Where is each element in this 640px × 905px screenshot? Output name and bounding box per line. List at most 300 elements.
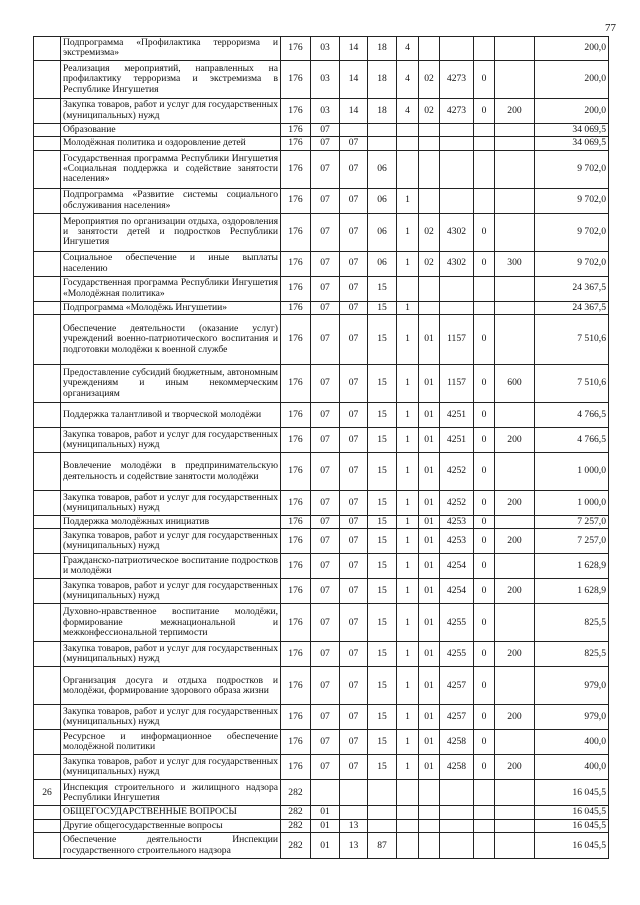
row-index-cell <box>34 365 61 403</box>
row-index-cell <box>34 730 61 755</box>
expense-type-code-cell <box>495 806 535 819</box>
admin-code-cell: 176 <box>281 604 311 642</box>
event-code-cell: 01 <box>419 315 440 365</box>
subprogram-code-cell <box>397 819 419 832</box>
admin-code-cell: 282 <box>281 819 311 832</box>
admin-code-cell: 176 <box>281 491 311 516</box>
subsection-code-cell: 07 <box>340 137 368 150</box>
amount-cell: 200,0 <box>535 60 609 98</box>
suffix-code-cell: 0 <box>474 213 495 251</box>
direction-code-cell <box>440 37 474 61</box>
amount-cell: 34 069,5 <box>535 123 609 136</box>
subprogram-code-cell: 1 <box>397 251 419 276</box>
event-code-cell <box>419 806 440 819</box>
amount-cell: 1 628,9 <box>535 554 609 579</box>
program-code-cell: 15 <box>368 315 397 365</box>
expense-type-code-cell <box>495 453 535 491</box>
amount-cell: 200,0 <box>535 37 609 61</box>
row-index-cell <box>34 453 61 491</box>
suffix-code-cell <box>474 150 495 188</box>
table-row <box>34 137 609 150</box>
section-code-cell: 07 <box>311 579 340 604</box>
suffix-code-cell <box>474 780 495 806</box>
admin-code-cell: 176 <box>281 98 311 123</box>
expense-type-code-cell <box>495 276 535 301</box>
table-row <box>34 123 609 136</box>
direction-code-cell: 4273 <box>440 60 474 98</box>
event-code-cell: 02 <box>419 60 440 98</box>
suffix-code-cell: 0 <box>474 60 495 98</box>
suffix-code-cell: 0 <box>474 453 495 491</box>
table-row <box>34 529 609 554</box>
expense-type-code-cell: 200 <box>495 705 535 730</box>
amount-cell: 825,5 <box>535 642 609 667</box>
row-index-cell <box>34 554 61 579</box>
row-index-cell <box>34 516 61 529</box>
row-index-cell <box>34 705 61 730</box>
section-code-cell: 07 <box>311 213 340 251</box>
subsection-code-cell: 07 <box>340 755 368 780</box>
section-code-cell: 07 <box>311 516 340 529</box>
row-index-cell <box>34 579 61 604</box>
expense-type-code-cell <box>495 403 535 428</box>
event-code-cell: 01 <box>419 491 440 516</box>
section-code-cell: 07 <box>311 276 340 301</box>
event-code-cell: 01 <box>419 579 440 604</box>
table-row <box>34 667 609 705</box>
subsection-code-cell: 07 <box>340 188 368 213</box>
subprogram-code-cell <box>397 833 419 859</box>
item-name-cell: Инспекция строительного и жилищного надзора Республики Ингушетия <box>61 780 281 806</box>
event-code-cell: 02 <box>419 251 440 276</box>
subprogram-code-cell: 1 <box>397 705 419 730</box>
item-name-cell: Организация досуга и отдыха подростков и молодёжи, формирование здорового образа жизни <box>61 667 281 705</box>
program-code-cell: 15 <box>368 705 397 730</box>
program-code-cell: 15 <box>368 554 397 579</box>
event-code-cell: 01 <box>419 755 440 780</box>
table-row <box>34 150 609 188</box>
suffix-code-cell <box>474 806 495 819</box>
event-code-cell: 01 <box>419 554 440 579</box>
direction-code-cell: 4302 <box>440 251 474 276</box>
row-index-cell <box>34 667 61 705</box>
table-row <box>34 819 609 832</box>
table-row <box>34 642 609 667</box>
amount-cell: 16 045,5 <box>535 833 609 859</box>
item-name-cell: Поддержка талантливой и творческой молодёжи <box>61 403 281 428</box>
subprogram-code-cell <box>397 806 419 819</box>
item-name-cell: Государственная программа Республики Ингушетия «Молодёжная политика» <box>61 276 281 301</box>
item-name-cell: Ресурсное и информационное обеспечение молодёжной политики <box>61 730 281 755</box>
subsection-code-cell: 07 <box>340 705 368 730</box>
expense-type-code-cell <box>495 833 535 859</box>
suffix-code-cell: 0 <box>474 516 495 529</box>
direction-code-cell <box>440 301 474 314</box>
section-code-cell: 07 <box>311 301 340 314</box>
suffix-code-cell <box>474 276 495 301</box>
direction-code-cell <box>440 806 474 819</box>
section-code-cell: 07 <box>311 529 340 554</box>
suffix-code-cell <box>474 833 495 859</box>
suffix-code-cell <box>474 188 495 213</box>
direction-code-cell: 1157 <box>440 365 474 403</box>
expense-type-code-cell <box>495 60 535 98</box>
item-name-cell: Поддержка молодёжных инициатив <box>61 516 281 529</box>
direction-code-cell <box>440 276 474 301</box>
subprogram-code-cell: 1 <box>397 579 419 604</box>
subprogram-code-cell <box>397 123 419 136</box>
section-code-cell: 01 <box>311 833 340 859</box>
expense-type-code-cell <box>495 188 535 213</box>
item-name-cell: Социальное обеспечение и иные выплаты населению <box>61 251 281 276</box>
table-row <box>34 491 609 516</box>
expense-type-code-cell: 200 <box>495 491 535 516</box>
suffix-code-cell: 0 <box>474 604 495 642</box>
row-index-cell <box>34 301 61 314</box>
program-code-cell: 15 <box>368 730 397 755</box>
item-name-cell: Закупка товаров, работ и услуг для государственных (муниципальных) нужд <box>61 755 281 780</box>
admin-code-cell: 176 <box>281 315 311 365</box>
suffix-code-cell: 0 <box>474 315 495 365</box>
expense-type-code-cell: 200 <box>495 755 535 780</box>
subsection-code-cell <box>340 123 368 136</box>
suffix-code-cell: 0 <box>474 642 495 667</box>
section-code-cell: 07 <box>311 123 340 136</box>
section-code-cell: 01 <box>311 819 340 832</box>
event-code-cell <box>419 150 440 188</box>
item-name-cell: ОБЩЕГОСУДАРСТВЕННЫЕ ВОПРОСЫ <box>61 806 281 819</box>
amount-cell: 7 257,0 <box>535 516 609 529</box>
event-code-cell: 01 <box>419 529 440 554</box>
table-row <box>34 780 609 806</box>
row-index-cell <box>34 60 61 98</box>
admin-code-cell: 176 <box>281 428 311 453</box>
program-code-cell: 15 <box>368 453 397 491</box>
admin-code-cell: 176 <box>281 213 311 251</box>
direction-code-cell <box>440 123 474 136</box>
admin-code-cell: 176 <box>281 705 311 730</box>
row-index-cell <box>34 251 61 276</box>
expense-type-code-cell: 200 <box>495 529 535 554</box>
event-code-cell <box>419 819 440 832</box>
suffix-code-cell <box>474 301 495 314</box>
expense-type-code-cell <box>495 554 535 579</box>
table-row <box>34 98 609 123</box>
suffix-code-cell: 0 <box>474 365 495 403</box>
suffix-code-cell: 0 <box>474 251 495 276</box>
subsection-code-cell: 07 <box>340 604 368 642</box>
expense-type-code-cell: 200 <box>495 579 535 604</box>
section-code-cell: 07 <box>311 705 340 730</box>
table-row <box>34 37 609 61</box>
admin-code-cell: 176 <box>281 453 311 491</box>
event-code-cell: 01 <box>419 604 440 642</box>
program-code-cell: 15 <box>368 642 397 667</box>
expense-type-code-cell <box>495 516 535 529</box>
section-code-cell: 07 <box>311 150 340 188</box>
row-index-cell: 26 <box>34 780 61 806</box>
item-name-cell: Закупка товаров, работ и услуг для государственных (муниципальных) нужд <box>61 529 281 554</box>
suffix-code-cell: 0 <box>474 579 495 604</box>
row-index-cell <box>34 806 61 819</box>
subprogram-code-cell: 1 <box>397 428 419 453</box>
direction-code-cell <box>440 780 474 806</box>
subprogram-code-cell: 1 <box>397 301 419 314</box>
item-name-cell: Обеспечение деятельности Инспекции государственного строительного надзора <box>61 833 281 859</box>
program-code-cell: 15 <box>368 604 397 642</box>
item-name-cell: Закупка товаров, работ и услуг для государственных (муниципальных) нужд <box>61 428 281 453</box>
amount-cell: 7 510,6 <box>535 365 609 403</box>
program-code-cell: 15 <box>368 428 397 453</box>
direction-code-cell: 4254 <box>440 579 474 604</box>
page-number: 77 <box>605 22 616 34</box>
suffix-code-cell <box>474 37 495 61</box>
subsection-code-cell: 07 <box>340 554 368 579</box>
direction-code-cell <box>440 819 474 832</box>
subprogram-code-cell: 4 <box>397 60 419 98</box>
program-code-cell <box>368 806 397 819</box>
row-index-cell <box>34 123 61 136</box>
section-code-cell: 01 <box>311 806 340 819</box>
admin-code-cell: 176 <box>281 251 311 276</box>
subprogram-code-cell: 1 <box>397 315 419 365</box>
program-code-cell <box>368 123 397 136</box>
item-name-cell: Образование <box>61 123 281 136</box>
table-row <box>34 251 609 276</box>
table-row <box>34 554 609 579</box>
table-row <box>34 579 609 604</box>
program-code-cell: 15 <box>368 491 397 516</box>
item-name-cell: Закупка товаров, работ и услуг для государственных (муниципальных) нужд <box>61 705 281 730</box>
section-code-cell: 07 <box>311 730 340 755</box>
expense-type-code-cell <box>495 150 535 188</box>
direction-code-cell: 4252 <box>440 491 474 516</box>
suffix-code-cell: 0 <box>474 491 495 516</box>
subprogram-code-cell: 1 <box>397 188 419 213</box>
section-code-cell: 07 <box>311 667 340 705</box>
budget-table-body <box>34 37 609 859</box>
table-row <box>34 516 609 529</box>
section-code-cell: 03 <box>311 98 340 123</box>
section-code-cell: 07 <box>311 251 340 276</box>
admin-code-cell: 176 <box>281 137 311 150</box>
amount-cell: 9 702,0 <box>535 251 609 276</box>
amount-cell: 7 510,6 <box>535 315 609 365</box>
direction-code-cell: 4302 <box>440 213 474 251</box>
subsection-code-cell: 07 <box>340 642 368 667</box>
amount-cell: 1 000,0 <box>535 453 609 491</box>
admin-code-cell: 176 <box>281 150 311 188</box>
row-index-cell <box>34 276 61 301</box>
subprogram-code-cell <box>397 780 419 806</box>
section-code-cell: 07 <box>311 137 340 150</box>
item-name-cell: Обеспечение деятельности (оказание услуг) учреждений военно-патриотического воспитания и подготовки молодёжи к военной службе <box>61 315 281 365</box>
item-name-cell: Мероприятия по организации отдыха, оздоровления и занятости детей и подростков Республики Ингушетия <box>61 213 281 251</box>
subsection-code-cell: 07 <box>340 516 368 529</box>
section-code-cell: 07 <box>311 554 340 579</box>
amount-cell: 16 045,5 <box>535 819 609 832</box>
program-code-cell: 18 <box>368 98 397 123</box>
section-code-cell <box>311 780 340 806</box>
admin-code-cell: 176 <box>281 123 311 136</box>
event-code-cell: 01 <box>419 705 440 730</box>
event-code-cell: 01 <box>419 428 440 453</box>
expense-type-code-cell <box>495 315 535 365</box>
row-index-cell <box>34 403 61 428</box>
subsection-code-cell: 07 <box>340 276 368 301</box>
section-code-cell: 07 <box>311 604 340 642</box>
section-code-cell: 07 <box>311 755 340 780</box>
event-code-cell: 01 <box>419 730 440 755</box>
table-row <box>34 213 609 251</box>
row-index-cell <box>34 819 61 832</box>
event-code-cell <box>419 123 440 136</box>
item-name-cell: Подпрограмма «Развитие системы социального обслуживания населения» <box>61 188 281 213</box>
direction-code-cell <box>440 137 474 150</box>
row-index-cell <box>34 188 61 213</box>
suffix-code-cell: 0 <box>474 730 495 755</box>
direction-code-cell <box>440 188 474 213</box>
budget-table <box>33 36 609 859</box>
row-index-cell <box>34 604 61 642</box>
program-code-cell: 15 <box>368 529 397 554</box>
amount-cell: 400,0 <box>535 755 609 780</box>
program-code-cell <box>368 780 397 806</box>
direction-code-cell: 4257 <box>440 705 474 730</box>
amount-cell: 200,0 <box>535 98 609 123</box>
direction-code-cell: 4257 <box>440 667 474 705</box>
subsection-code-cell: 07 <box>340 213 368 251</box>
row-index-cell <box>34 213 61 251</box>
program-code-cell: 06 <box>368 150 397 188</box>
admin-code-cell: 176 <box>281 579 311 604</box>
table-row <box>34 730 609 755</box>
subprogram-code-cell: 1 <box>397 529 419 554</box>
amount-cell: 4 766,5 <box>535 428 609 453</box>
subprogram-code-cell: 1 <box>397 755 419 780</box>
expense-type-code-cell <box>495 213 535 251</box>
amount-cell: 400,0 <box>535 730 609 755</box>
subprogram-code-cell: 1 <box>397 403 419 428</box>
subprogram-code-cell: 1 <box>397 730 419 755</box>
suffix-code-cell <box>474 137 495 150</box>
direction-code-cell: 4252 <box>440 453 474 491</box>
admin-code-cell: 176 <box>281 516 311 529</box>
admin-code-cell: 176 <box>281 529 311 554</box>
admin-code-cell: 176 <box>281 276 311 301</box>
admin-code-cell: 176 <box>281 554 311 579</box>
program-code-cell: 15 <box>368 276 397 301</box>
table-row <box>34 833 609 859</box>
direction-code-cell: 4255 <box>440 642 474 667</box>
subprogram-code-cell <box>397 276 419 301</box>
program-code-cell: 15 <box>368 301 397 314</box>
section-code-cell: 03 <box>311 60 340 98</box>
expense-type-code-cell: 600 <box>495 365 535 403</box>
row-index-cell <box>34 428 61 453</box>
direction-code-cell: 4251 <box>440 403 474 428</box>
amount-cell: 9 702,0 <box>535 150 609 188</box>
table-row <box>34 301 609 314</box>
program-code-cell: 15 <box>368 579 397 604</box>
direction-code-cell: 4255 <box>440 604 474 642</box>
event-code-cell <box>419 188 440 213</box>
admin-code-cell: 176 <box>281 403 311 428</box>
subprogram-code-cell: 1 <box>397 554 419 579</box>
subsection-code-cell: 07 <box>340 579 368 604</box>
expense-type-code-cell <box>495 301 535 314</box>
subprogram-code-cell: 1 <box>397 604 419 642</box>
item-name-cell: Государственная программа Республики Ингушетия «Социальная поддержка и содействие занятости населения» <box>61 150 281 188</box>
program-code-cell: 15 <box>368 403 397 428</box>
section-code-cell: 07 <box>311 642 340 667</box>
program-code-cell <box>368 137 397 150</box>
item-name-cell: Молодёжная политика и оздоровление детей <box>61 137 281 150</box>
suffix-code-cell: 0 <box>474 98 495 123</box>
table-row <box>34 428 609 453</box>
suffix-code-cell: 0 <box>474 529 495 554</box>
admin-code-cell: 176 <box>281 365 311 403</box>
direction-code-cell: 4251 <box>440 428 474 453</box>
admin-code-cell: 282 <box>281 780 311 806</box>
amount-cell: 24 367,5 <box>535 301 609 314</box>
admin-code-cell: 176 <box>281 37 311 61</box>
section-code-cell: 03 <box>311 37 340 61</box>
amount-cell: 4 766,5 <box>535 403 609 428</box>
section-code-cell: 07 <box>311 491 340 516</box>
table-row <box>34 604 609 642</box>
section-code-cell: 07 <box>311 453 340 491</box>
subprogram-code-cell: 1 <box>397 516 419 529</box>
expense-type-code-cell <box>495 819 535 832</box>
expense-type-code-cell: 300 <box>495 251 535 276</box>
expense-type-code-cell: 200 <box>495 642 535 667</box>
program-code-cell: 06 <box>368 213 397 251</box>
direction-code-cell: 4258 <box>440 755 474 780</box>
row-index-cell <box>34 137 61 150</box>
table-row <box>34 755 609 780</box>
row-index-cell <box>34 37 61 61</box>
subprogram-code-cell: 1 <box>397 365 419 403</box>
row-index-cell <box>34 833 61 859</box>
row-index-cell <box>34 491 61 516</box>
subsection-code-cell: 14 <box>340 60 368 98</box>
suffix-code-cell: 0 <box>474 554 495 579</box>
program-code-cell: 15 <box>368 516 397 529</box>
event-code-cell <box>419 37 440 61</box>
program-code-cell: 15 <box>368 365 397 403</box>
program-code-cell: 87 <box>368 833 397 859</box>
subprogram-code-cell: 4 <box>397 37 419 61</box>
program-code-cell <box>368 819 397 832</box>
direction-code-cell: 4254 <box>440 554 474 579</box>
subprogram-code-cell: 1 <box>397 213 419 251</box>
amount-cell: 7 257,0 <box>535 529 609 554</box>
subsection-code-cell: 07 <box>340 365 368 403</box>
subsection-code-cell: 13 <box>340 833 368 859</box>
suffix-code-cell: 0 <box>474 403 495 428</box>
amount-cell: 16 045,5 <box>535 806 609 819</box>
subprogram-code-cell: 1 <box>397 491 419 516</box>
subprogram-code-cell: 4 <box>397 98 419 123</box>
subsection-code-cell: 07 <box>340 667 368 705</box>
program-code-cell: 18 <box>368 37 397 61</box>
admin-code-cell: 176 <box>281 301 311 314</box>
item-name-cell: Гражданско-патриотическое воспитание подростков и молодёжи <box>61 554 281 579</box>
section-code-cell: 07 <box>311 315 340 365</box>
program-code-cell: 06 <box>368 251 397 276</box>
subsection-code-cell: 14 <box>340 98 368 123</box>
